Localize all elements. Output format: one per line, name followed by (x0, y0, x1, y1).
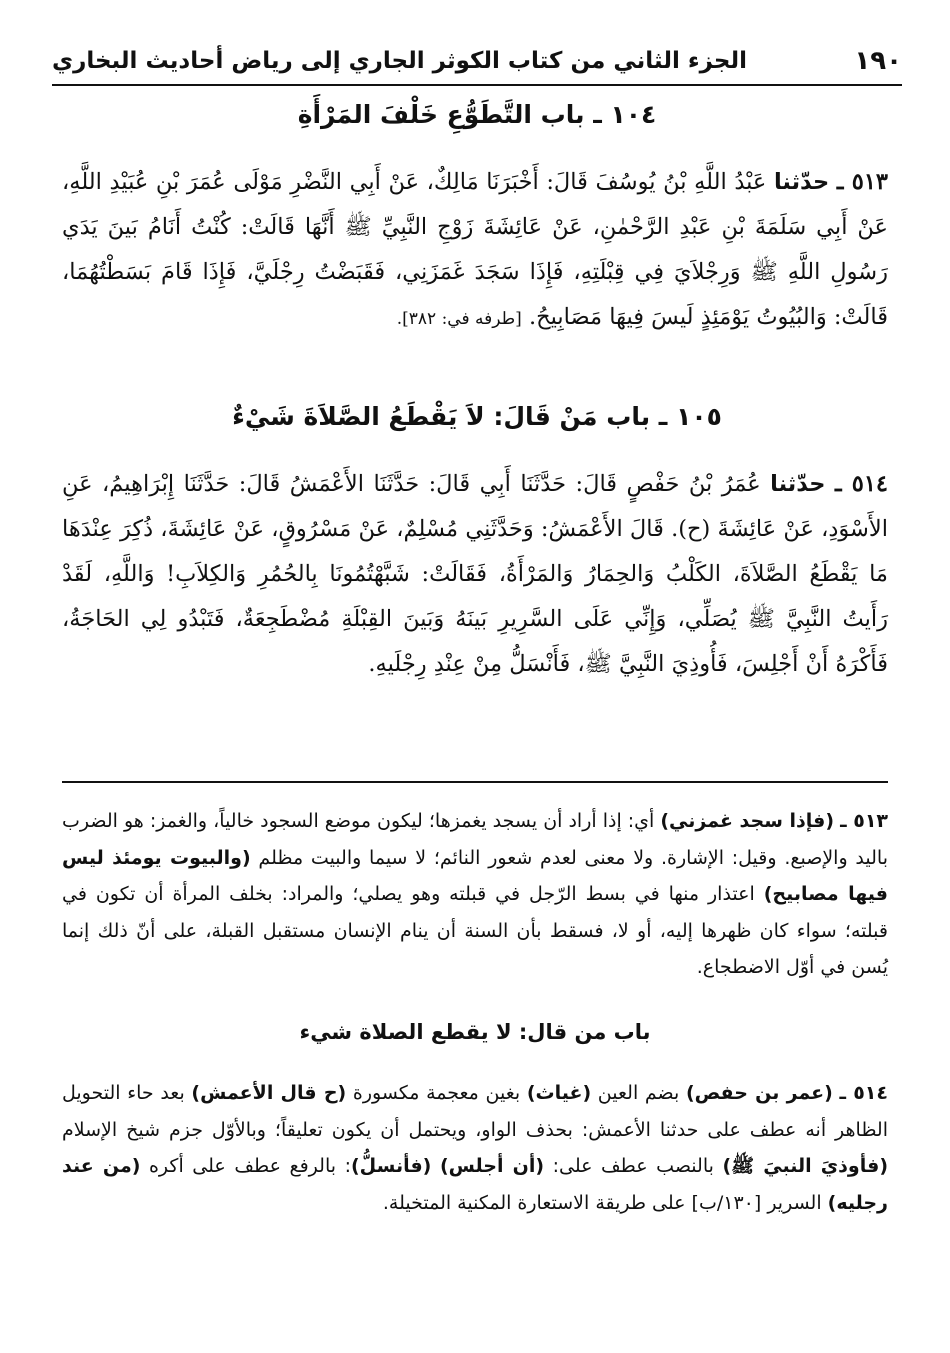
commentary-text (431, 1155, 440, 1177)
commentary-chapter-heading: باب من قال: لا يقطع الصلاة شيء (299, 1020, 651, 1044)
chapter-heading-105: ١٠٥ ـ باب مَنْ قَالَ: لاَ يَقْطَعُ الصَّلاَةَ شَيْءٌ (232, 402, 722, 431)
quoted-phrase: (عمر بن حفص) (685, 1082, 833, 1104)
running-title: الجزء الثاني من كتاب الكوثر الجاري إلى رياض أحاديث البخاري (52, 48, 748, 74)
commentary-text: بالنصب عطف على: (544, 1155, 723, 1177)
hadith-513 (62, 160, 888, 342)
commentary-text: بغين معجمة مكسورة (346, 1082, 527, 1104)
quoted-phrase: (والبيوت يومئذ ليس فيها مصابيح) (62, 846, 888, 905)
commentary-text: أي: إذا أراد أن يسجد يغمزها؛ ليكون موضع السجود خالياً، والغمز: هو الضرب باليد والإصبع. وقيل: الإشارة. ولا معنى لعدم شعور النائم؛ لا سيما والبيت مظلم (62, 810, 888, 869)
hadith-text: عَبْدُ اللَّهِ بْنُ يُوسُفَ قَالَ: أَخْبَرَنَا مَالِكٌ، عَنْ أَبِي النَّضْرِ مَوْلَى عُمَرَ بْنِ عُبَيْدِ اللَّهِ، عَنْ أَبِي سَلَمَةَ بْنِ عَبْدِ الرَّحْمٰنِ، عَنْ عَائِشَةَ زَوْجِ النَّبِيِّ ﷺ أَنَّهَا قَالَتْ: كُنْتُ أَنَامُ بَينَ يَدَي رَسُولِ اللَّهِ ﷺ وَرِجْلاَيَ فِي قِبْلَتِهِ، فَإِذَا سَجَدَ غَمَزَنِي، فَقَبَضْتُ رِجْلَيَّ، فَإِذَا قَامَ بَسَطْتُهُمَا، قَالَتْ: وَالبُيُوتُ يَوْمَئِذٍ لَيسَ فِيهَا مَصَابِيحُ. (62, 169, 888, 330)
commentary-text: بعد حاء التحويل الظاهر أنه عطف على حدثنا الأعمش: بحذف الواو، ويحتمل أن يكون تعليقاً؛ وبالأوّل جزم شيخ الإسلام (62, 1082, 888, 1141)
quoted-phrase: (من عند رجليه) (62, 1155, 888, 1214)
commentary-text: السرير [١٣٠/ب] على طريقة الاستعارة المكنية المتخيلة. (382, 1191, 828, 1214)
hadith-number: ٥١٤ ـ (834, 471, 888, 497)
commentary-text: بضم العين (591, 1082, 686, 1104)
hadith-514 (62, 462, 888, 687)
commentary-number: ٥١٣ ـ (840, 810, 889, 832)
commentary-514 (62, 1075, 888, 1221)
running-header (52, 38, 902, 86)
page-number: ١٩٠ (854, 46, 902, 76)
quoted-phrase: (غياث) (526, 1082, 592, 1104)
commentary-text: اعتذار منها في بسط الرّجل في قبلته وهو يصلي؛ والمراد: بخلف المرأة أن تكون في قبلته؛ سواء كان ظهرها إليه، أو لا، فسقط بأن السنة أن ينام الإنسان مستقبل القبلة، على أنّ ذلك إنما يُسن في أوّل الاضطجاع. (62, 883, 888, 978)
hadith-text: عُمَرُ بْنُ حَفْصٍ قَالَ: حَدَّثَنَا أَبِي قَالَ: حَدَّثَنَا الأَعْمَشُ قَالَ: حَدَّثَنَا إِبْرَاهِيمُ، عَنِ الأَسْوَدِ، عَنْ عَائِشَةَ (ح). قَالَ الأَعْمَشُ: وَحَدَّثَنِي مُسْلِمٌ، عَنْ مَسْرُوقٍ، عَنْ عَائِشَةَ، ذُكِرَ عِنْدَهَا مَا يَقْطَعُ الصَّلاَةَ، الكَلْبُ وَالحِمَارُ وَالمَرْأَةُ، فَقَالَتْ: شَبَّهْتُمُونَا بِالحُمُرِ وَالكِلاَبِ! وَاللَّهِ، لَقَدْ رَأَيتُ النَّبِيَّ ﷺ يُصَلِّي، وَإِنِّي عَلَى السَّرِيرِ بَينَهُ وَبَينَ القِبْلَةِ مُضْطَجِعَةٌ، فَتَبْدُو لِي الحَاجَةُ، فَأَكْرَهُ أَنْ أَجْلِسَ، فَأُوذِيَ النَّبِيَّ ﷺ، فَأَنْسَلُّ مِنْ عِنْدِ رِجْلَيهِ. (62, 471, 888, 677)
chapter-heading-104: ١٠٤ ـ باب التَّطَوُّعِ خَلْفَ المَرْأَةِ (297, 100, 657, 129)
quoted-phrase: (فأنسلُّ) (351, 1155, 432, 1177)
quoted-phrase: (ح قال الأعمش) (191, 1082, 347, 1104)
hadith-intro: حدّثنا (773, 169, 830, 195)
commentary-513 (62, 803, 888, 986)
hadith-number: ٥١٣ ـ (836, 169, 888, 195)
quoted-phrase: (أن أجلس) (439, 1155, 545, 1177)
quoted-phrase: (فأوذيَ النبيَ ﷺ) (722, 1155, 888, 1177)
commentary-text: : بالرفع عطف على أكره (140, 1155, 351, 1177)
commentary-number: ٥١٤ ـ (839, 1082, 888, 1104)
cross-reference: [طرفه في: ٣٨٢]. (396, 309, 522, 329)
quoted-phrase: (فإذا سجد غمزني) (660, 810, 835, 832)
hadith-intro: حدّثنا (770, 471, 826, 497)
footnote-divider (62, 781, 888, 783)
